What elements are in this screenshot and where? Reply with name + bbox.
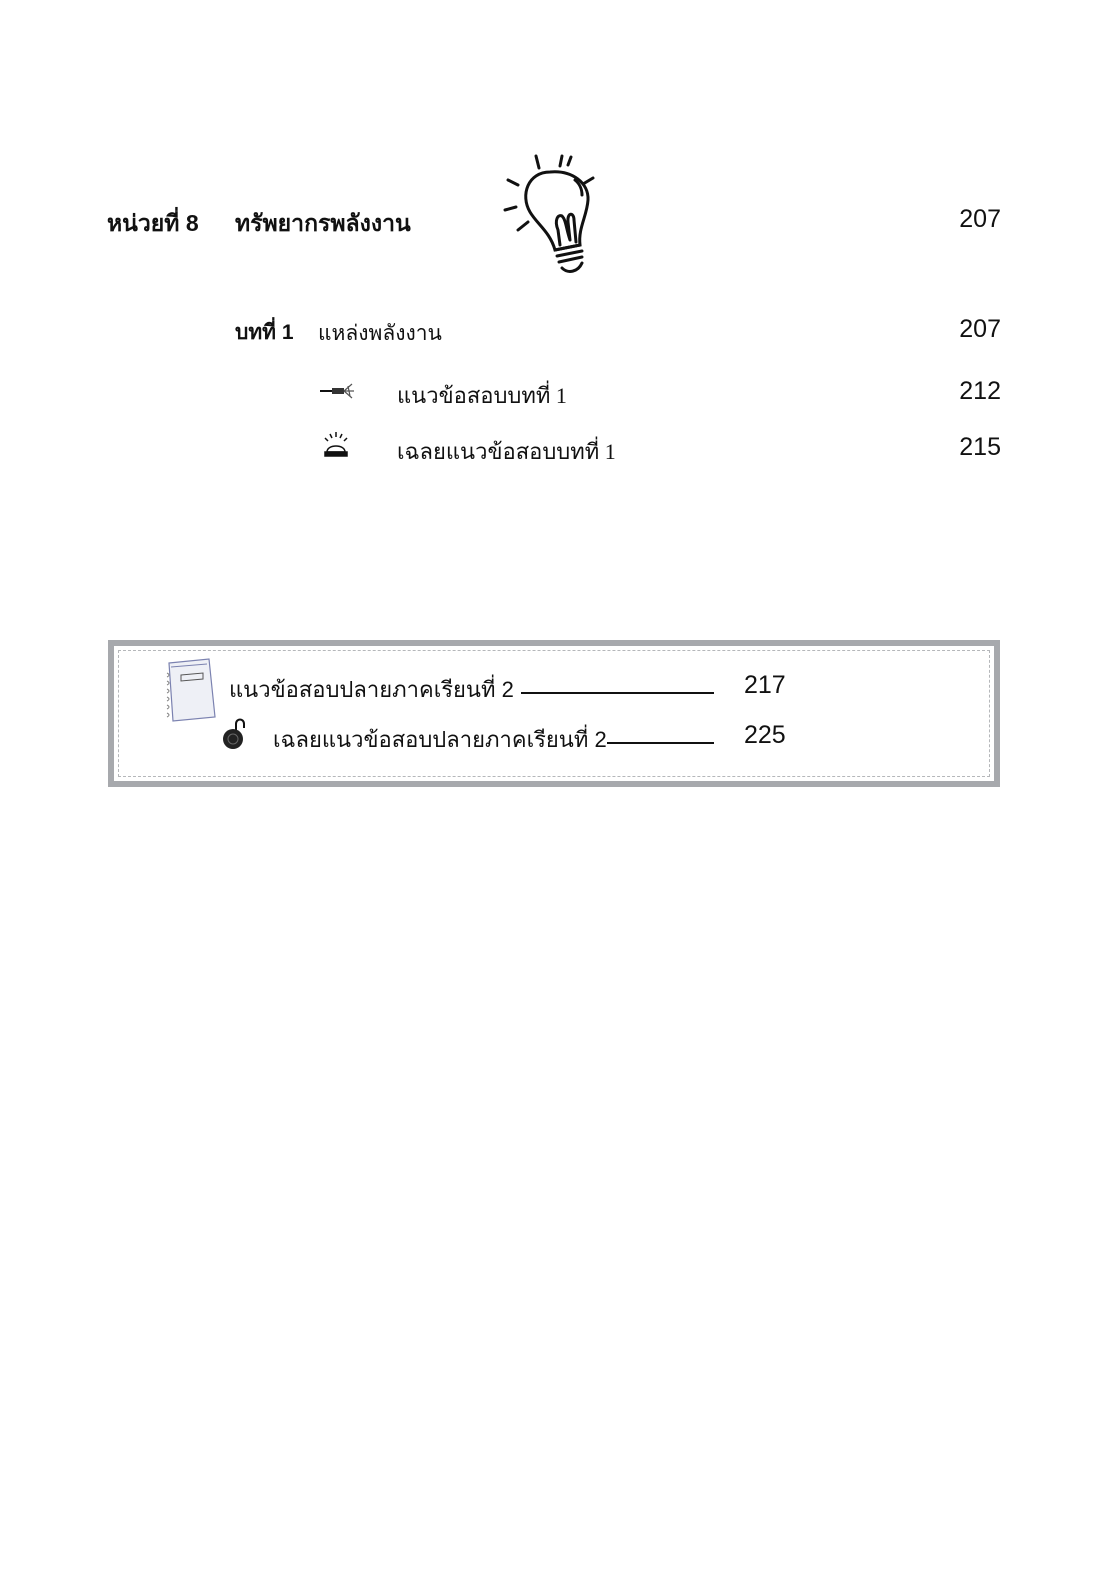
unit-title: ทรัพยากรพลังงาน (235, 210, 411, 236)
final-exam-title: แนวข้อสอบปลายภาคเรียนที่ 2 (229, 677, 514, 702)
final-exam-page: 225 (744, 721, 786, 749)
chapter-item-page: 215 (959, 433, 1001, 461)
chapter-page: 207 (959, 315, 1001, 343)
chapter-title: แหล่งพลังงาน (318, 322, 442, 345)
leader-line (607, 742, 714, 744)
unit-page: 207 (959, 205, 1001, 233)
lightbulb-icon (500, 150, 600, 275)
final-exam-title: เฉลยแนวข้อสอบปลายภาคเรียนที่ 2 (273, 727, 607, 752)
bell-icon (322, 432, 350, 458)
unlocked-padlock-icon (222, 718, 248, 750)
chapter-item-page: 212 (959, 377, 1001, 405)
unit-label: หน่วยที่ 8 (107, 210, 199, 236)
chapter-item-title: แนวข้อสอบบทที่ 1 (397, 383, 567, 408)
final-exam-page: 217 (744, 671, 786, 699)
final-exam-box (108, 640, 1000, 787)
notebook-icon (163, 657, 221, 725)
leader-line (521, 692, 714, 694)
chapter-item-title: เฉลยแนวข้อสอบบทที่ 1 (397, 439, 616, 464)
chapter-label: บทที่ 1 (235, 321, 294, 344)
dart-icon (320, 382, 356, 402)
